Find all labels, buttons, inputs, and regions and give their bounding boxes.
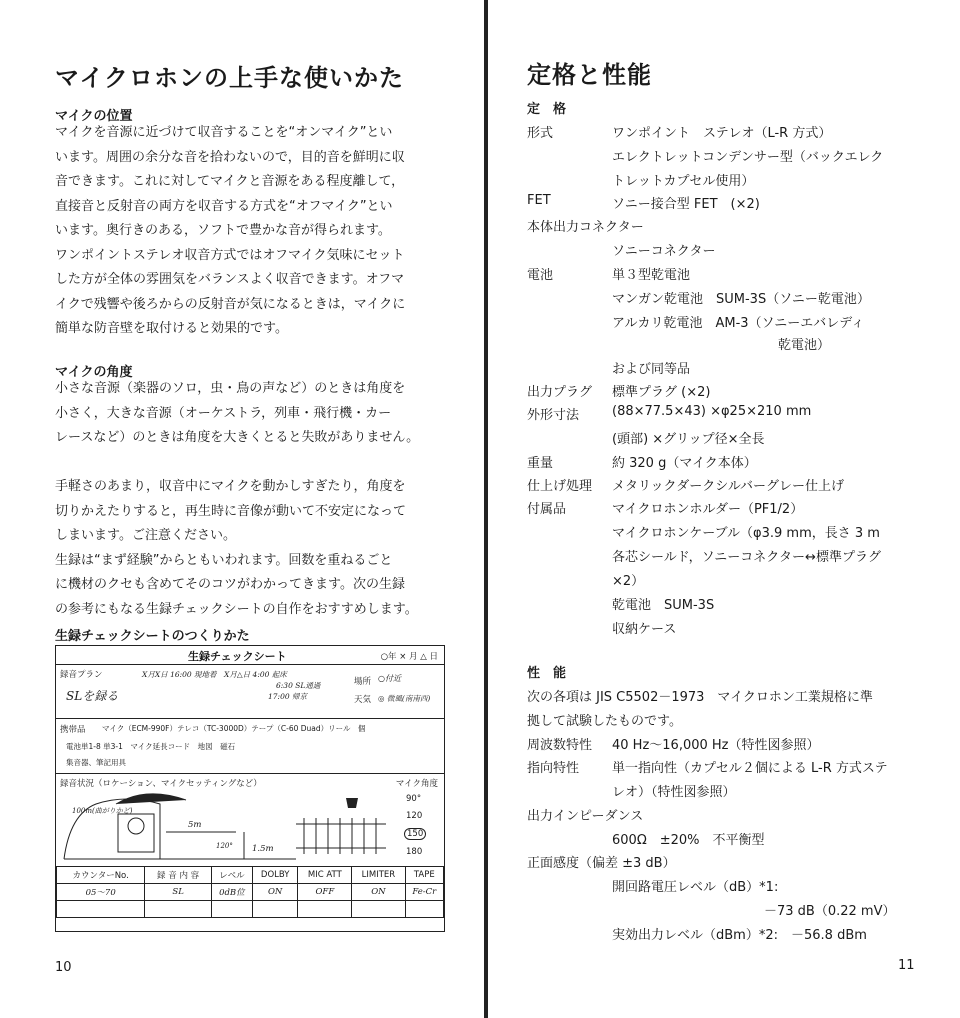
open-circuit-value: －73 dB（0.22 mV） [764, 904, 896, 919]
spec-value: ソニー接合型 FET (×2) [612, 197, 760, 212]
text-line: レースなど）のときは角度を大きくとると失敗がありません。 [55, 430, 420, 445]
text-line: に機材のクセも含めてそのコツがわかってきます。次の生録 [55, 577, 405, 592]
freq-label: 周波数特性 [527, 738, 593, 753]
place-label: 場所 [354, 677, 372, 687]
spec-title: 定格と性能 [527, 61, 652, 89]
text-line: 生録は“まず経験”からともいわれます。回数を重ねるごと [55, 552, 393, 568]
table-header-row [57, 867, 444, 884]
page-number: 11 [898, 958, 915, 973]
spec-value: マイクロホンホルダー（PF1/2） [612, 502, 804, 517]
text-line: した方が全体の雰囲気をバランスよく収音できます。オフマ [55, 272, 405, 287]
plan-schedule-3: 17:00 帰京 [268, 692, 307, 701]
tunnel-hill [64, 799, 160, 859]
angle-label: マイク角度 [395, 779, 438, 789]
spec-value: 収納ケース [612, 622, 677, 637]
spec-label-finish: 仕上げ処理 [527, 479, 593, 494]
column-header: 録 音 内 容 [145, 867, 212, 884]
section-heading-position: マイクの位置 [55, 109, 133, 124]
spec-label-type: 形式 [527, 126, 554, 141]
locomotive-front [128, 818, 144, 834]
performance-intro: 次の各項は JIS C5502－1973 マイクロホン工業規格に準 [527, 690, 873, 705]
spec-label-fet: FET [527, 193, 551, 208]
text-line: の参考にもなる生録チェックシートの自作をおすすめします。 [55, 601, 418, 617]
table-row [57, 884, 444, 901]
section-heading-sheet: 生録チェックシートのつくりかた [55, 629, 250, 644]
spec-value: および同等品 [612, 362, 691, 377]
locomotive-sketch [118, 814, 154, 852]
effective-output: 実効出力レベル（dBm）*2: －56.8 dBm [612, 928, 867, 943]
sheet-title-row [56, 646, 444, 665]
spec-value: トレットカプセル使用） [612, 174, 755, 189]
items-line-1: マイク（ECM-990F）テレコ（TC-3000D）テープ（C-60 Duad）リール 個 [102, 724, 366, 733]
text-line: 音できます。これに対してマイクと音源をある程度離して， [55, 174, 405, 189]
items-label: 携帯品 [60, 725, 86, 735]
spec-value: エレクトレットコンデンサー型（バックエレク [612, 150, 884, 165]
impedance-value: 600Ω ±20% 不平衡型 [612, 833, 765, 848]
plan-note: SLを録る [66, 689, 119, 703]
spec-value: マンガン乾電池 SUM-3S（ソニー乾電池） [612, 292, 870, 307]
tunnel-arch [116, 794, 186, 804]
plan-label: 録音プラン [60, 670, 103, 680]
situation-label: 録音状況（ロケーション、マイクセッティングなど） [60, 779, 262, 789]
spec-value: 約 320 g（マイク本体） [612, 456, 757, 471]
table-cell: ON [352, 884, 405, 901]
spec-value: (頭部) ×グリップ径×全長 [612, 432, 765, 447]
items-line-3: 集音器、筆記用具 [66, 758, 126, 767]
page-title: マイクロホンの上手な使いかた [55, 64, 405, 92]
sheet-date: ○年 × 月 △ 日 [380, 652, 438, 662]
spec-value: 各芯シールド，ソニーコネクター↔標準プラグ [612, 550, 881, 565]
spec-label-dimensions: 外形寸法 [527, 408, 580, 423]
text-line: います。周囲の余分な音を拾わないので，目的音を鮮明に収 [55, 149, 405, 165]
spec-value: 乾電池） [778, 338, 831, 353]
column-header: LIMITER [352, 867, 405, 884]
position-paragraph [55, 121, 405, 342]
table-cell: Fe-Cr [405, 884, 443, 901]
angle-paragraph [55, 377, 419, 451]
spec-value: アルカリ乾電池 AM-3（ソニーエバレディ [612, 316, 865, 331]
spec-label-plug: 出力プラグ [527, 385, 593, 400]
column-header: レベル [211, 867, 252, 884]
directivity-label: 指向特性 [527, 761, 580, 776]
sensitivity-label: 正面感度（偏差 ±3 dB） [527, 856, 676, 871]
place-value: ○付近 [378, 674, 401, 683]
sketch-distance-2: 5m [188, 820, 202, 830]
performance-heading: 性 能 [527, 666, 567, 681]
spec-value: 乾電池 SUM-3S [612, 598, 715, 613]
weather-label: 天気 [354, 695, 372, 705]
spec-value: ×2） [612, 574, 645, 589]
table-cell: 05～70 [57, 884, 145, 901]
open-circuit-label: 開回路電圧レベル（dB）*1: [612, 880, 779, 895]
sheet-situation-row [56, 774, 444, 866]
tips-paragraph [55, 475, 418, 622]
directivity-value: 単一指向性（カプセル２個による L-R 方式ステ [612, 761, 888, 776]
check-sheet [55, 645, 445, 932]
sheet-items-row [56, 719, 444, 774]
spec-label-accessories: 付属品 [527, 502, 567, 517]
table-cell: SL [145, 884, 212, 901]
page-number: 10 [55, 960, 72, 975]
freq-value: 40 Hz～16,000 Hz（特性図参照） [612, 738, 820, 753]
text-line: 切りかえたりすると，再生時に音像が動いて不安定になって [55, 503, 407, 519]
recording-log-table [56, 866, 444, 918]
angle-90: 90° [406, 794, 422, 804]
angle-180: 180 [406, 847, 423, 857]
text-line: ワンポイントステレオ収音方式ではオフマイク気味にセット [55, 247, 405, 263]
spec-value: ソニーコネクター [612, 244, 716, 259]
table-row [57, 901, 444, 918]
section-heading-angle: マイクの角度 [55, 365, 133, 380]
text-line: しまいます。ご注意ください。 [55, 528, 236, 543]
column-header: カウンターNo. [57, 867, 145, 884]
spec-label-connector: 本体出力コネクター [527, 220, 644, 235]
sketch-angle: 120° [216, 842, 233, 850]
text-line: マイクを音源に近づけて収音することを“オンマイク”とい [55, 125, 393, 140]
sheet-plan-row [56, 665, 444, 719]
spec-value: マイクロホンケーブル（φ3.9 mm，長さ 3 m [612, 526, 880, 541]
items-line-2: 電池単1-8 単3-1 マイク延長コード 地図 磁石 [66, 742, 236, 751]
directivity-value: レオ）（特性図参照） [612, 785, 736, 800]
text-line: イクで残響や後ろからの反射音が気になるときは，マイクに [55, 296, 406, 312]
text-line: 簡単な防音壁を取付けると効果的です。 [55, 321, 288, 336]
spec-value: (88×77.5×43) ×φ25×210 mm [612, 404, 812, 419]
spec-value: 標準プラグ (×2) [612, 385, 711, 400]
table-cell: 0dB位 [211, 884, 252, 901]
sketch-distance-1: 100m(曲がりかど) [72, 807, 133, 815]
spec-label-weight: 重量 [527, 456, 554, 471]
text-line: います。奥行きのある，ソフトで豊かな音が得られます。 [55, 223, 391, 238]
text-line: 手軽さのあまり，収音中にマイクを動かしすぎたり，角度を [55, 479, 406, 494]
sketch-height: 1.5m [252, 844, 274, 854]
impedance-label: 出力インピーダンス [527, 809, 644, 824]
text-line: 直接音と反射音の両方を収音する方式を“オフマイク”とい [55, 198, 393, 214]
plan-schedule-2: 6:30 SL通過 [276, 681, 321, 690]
rail-track [296, 818, 386, 854]
spec-label-battery: 電池 [527, 268, 554, 283]
rating-heading: 定 格 [527, 102, 567, 117]
text-line: 小さな音源（楽器のソロ，虫・鳥の声など）のときは角度を [55, 381, 406, 396]
column-header: MIC ATT [298, 867, 352, 884]
sheet-title: 生録チェックシート [188, 650, 287, 663]
table-cell: OFF [298, 884, 352, 901]
angle-120: 120 [406, 811, 423, 821]
location-sketch [56, 774, 444, 866]
text-line: 小さく，大きな音源（オーケストラ，列車・飛行機・カー [55, 405, 392, 421]
spec-value: メタリックダークシルバーグレー仕上げ [612, 479, 844, 494]
table-cell: ON [252, 884, 298, 901]
column-header: TAPE [405, 867, 443, 884]
spec-value: 単３型乾電池 [612, 268, 691, 283]
page-gutter [484, 0, 488, 1018]
plan-schedule: X月X日 16:00 現地着 X月△日 4:00 起床 [142, 670, 287, 679]
angle-150: 150 [404, 828, 426, 840]
mic-icon [346, 798, 358, 808]
spec-value: ワンポイント ステレオ（L-R 方式） [612, 126, 832, 141]
performance-intro: 拠して試験したものです。 [527, 714, 682, 729]
column-header: DOLBY [252, 867, 298, 884]
weather-value: ◎ 微風(南南西) [378, 694, 431, 703]
